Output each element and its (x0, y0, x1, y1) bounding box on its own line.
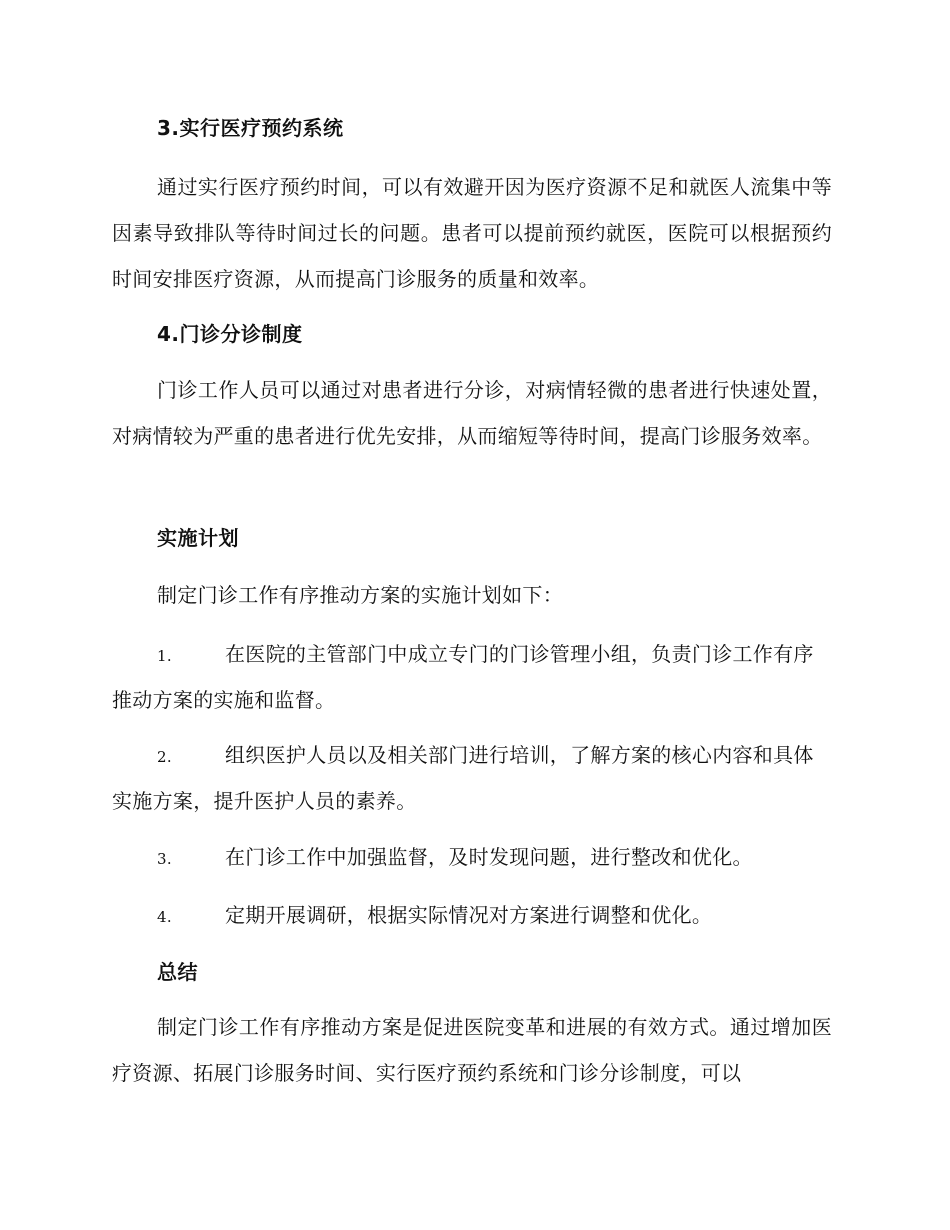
plan-list-item (112, 835, 832, 881)
section-paragraph-summary: 制定门诊工作有序推动方案是促进医院变革和进展的有效方式。通过增加医疗资源、拓展门诊服务时间、实行医疗预约系统和门诊分诊制度，可以 (112, 1015, 832, 1085)
plan-list-item (112, 893, 832, 939)
plan-list-item (112, 632, 832, 722)
list-item-number: 1. (157, 647, 172, 665)
section-heading-appointment: 3.实行医疗预约系统 (157, 116, 344, 140)
list-item-number: 2. (157, 748, 172, 766)
list-item-text: 定期开展调研，根据实际情况对方案进行调整和优化。 (225, 903, 713, 927)
section-heading-summary: 总结 (157, 960, 198, 984)
section-paragraph-triage: 门诊工作人员可以通过对患者进行分诊，对病情轻微的患者进行快速处置，对病情较为严重的患者进行优先安排，从而缩短等待时间，提高门诊服务效率。 (112, 378, 832, 448)
list-item-number: 3. (157, 850, 172, 868)
section-paragraph-plan: 制定门诊工作有序推动方案的实施计划如下： (157, 583, 563, 607)
section-paragraph-appointment: 通过实行医疗预约时间，可以有效避开因为医疗资源不足和就医人流集中等因素导致排队等待时间过长的问题。患者可以提前预约就医，医院可以根据预约时间安排医疗资源，从而提高门诊服务的质量和效率。 (112, 175, 832, 291)
section-heading-plan: 实施计划 (157, 526, 239, 550)
plan-list-item (112, 733, 832, 823)
list-item-text: 在门诊工作中加强监督，及时发现问题，进行整改和优化。 (225, 845, 753, 869)
list-item-text: 组织医护人员以及相关部门进行培训，了解方案的核心内容和具体实施方案，提升医护人员的素养。 (112, 743, 814, 813)
list-item-text: 在医院的主管部门中成立专门的门诊管理小组，负责门诊工作有序推动方案的实施和监督。 (112, 642, 814, 712)
section-heading-triage: 4.门诊分诊制度 (157, 322, 303, 346)
list-item-number: 4. (157, 908, 172, 926)
